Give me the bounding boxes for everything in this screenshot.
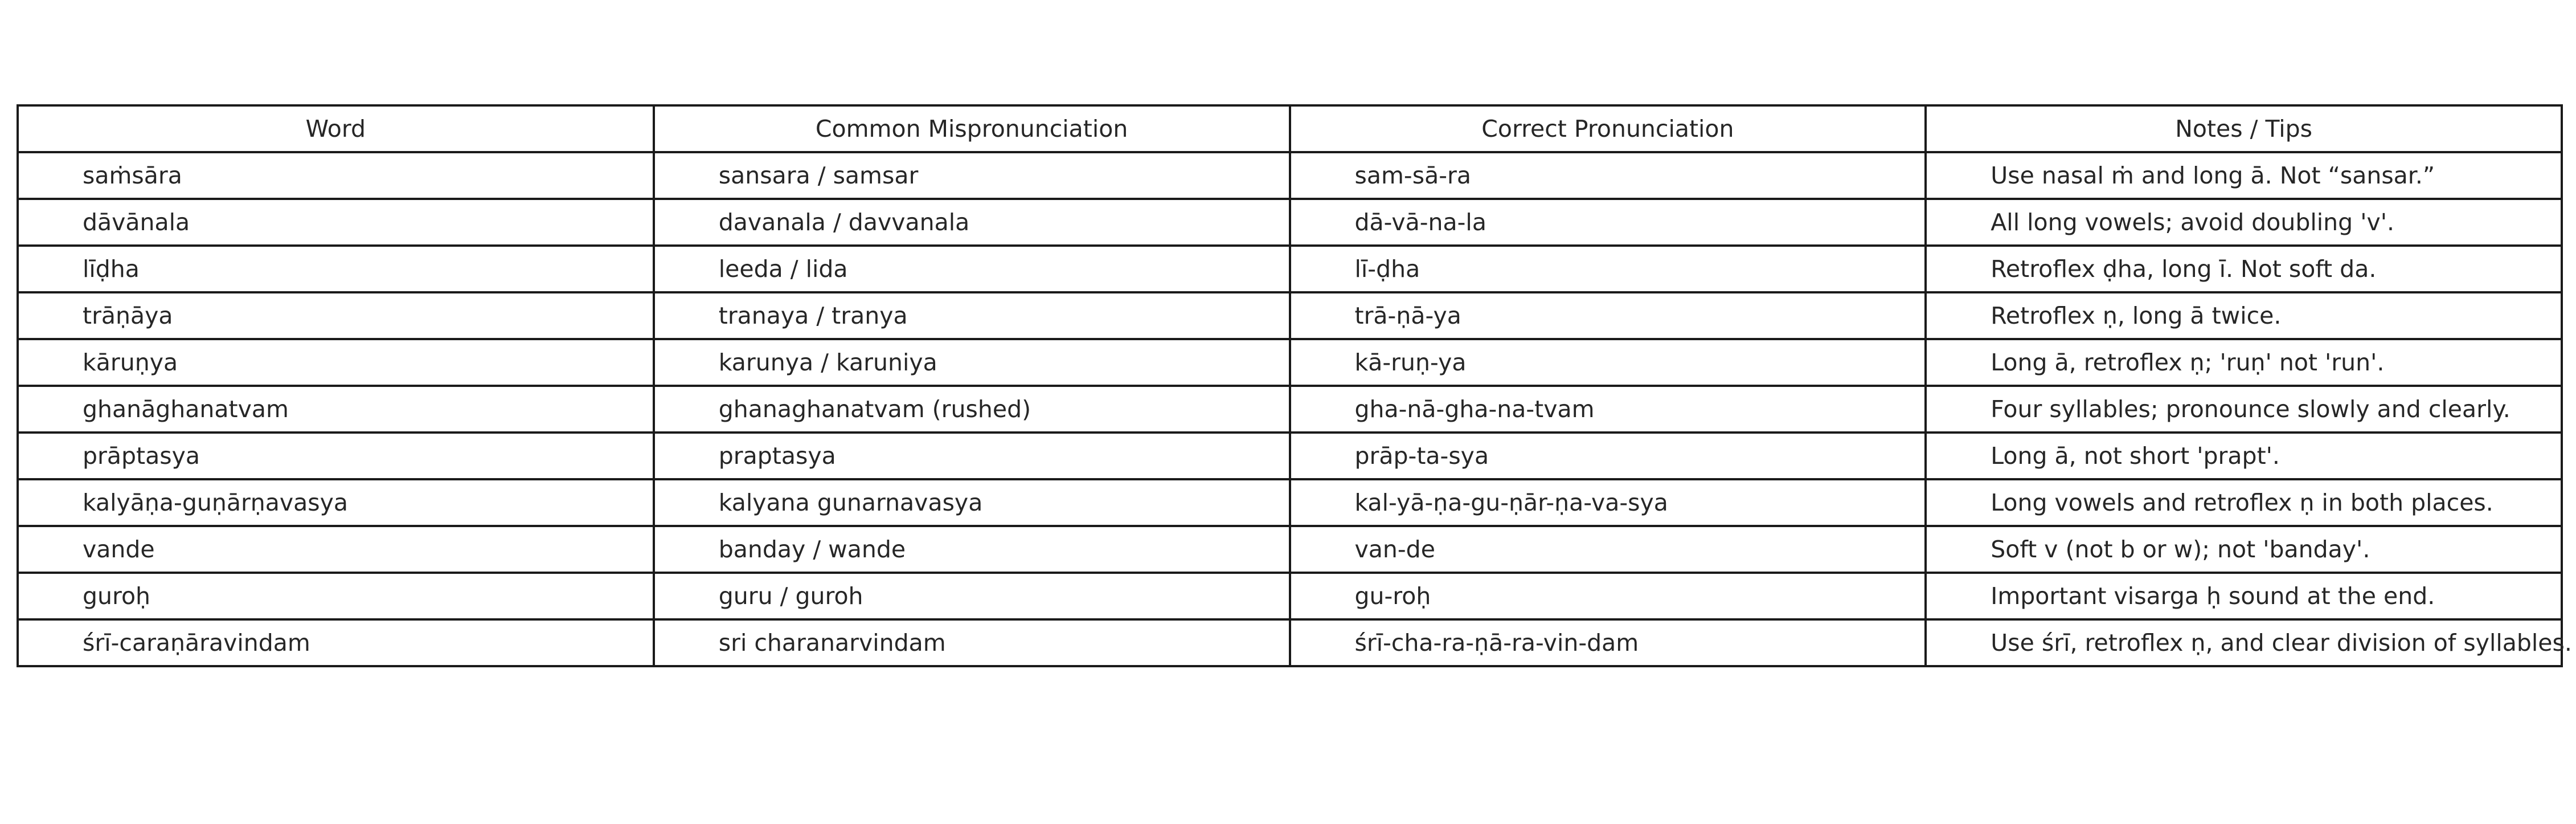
table-row: [18, 619, 2562, 666]
cell-correct-pronunciation: kā-ruṇ-ya: [1290, 339, 1926, 386]
cell-notes: Long ā, not short 'prapt'.: [1926, 433, 2562, 479]
table-row: [18, 246, 2562, 292]
header-word: Word: [18, 105, 654, 152]
cell-correct-pronunciation: dā-vā-na-la: [1290, 199, 1926, 246]
cell-notes: Retroflex ḍha, long ī. Not soft da.: [1926, 246, 2562, 292]
cell-mispronunciation: guru / guroh: [654, 573, 1290, 619]
header-notes-tips: Notes / Tips: [1926, 105, 2562, 152]
cell-mispronunciation: davanala / davvanala: [654, 199, 1290, 246]
table-row: [18, 199, 2562, 246]
cell-notes: Long vowels and retroflex ṇ in both places.: [1926, 479, 2562, 526]
cell-word: prāptasya: [18, 433, 654, 479]
table-row: [18, 386, 2562, 433]
cell-correct-pronunciation: prāp-ta-sya: [1290, 433, 1926, 479]
cell-notes: All long vowels; avoid doubling 'v'.: [1926, 199, 2562, 246]
cell-correct-pronunciation: trā-ṇā-ya: [1290, 292, 1926, 339]
cell-word: kāruṇya: [18, 339, 654, 386]
cell-correct-pronunciation: van-de: [1290, 526, 1926, 573]
cell-correct-pronunciation: lī-ḍha: [1290, 246, 1926, 292]
table-row: [18, 339, 2562, 386]
table-row: [18, 573, 2562, 619]
cell-word: ghanāghanatvam: [18, 386, 654, 433]
cell-mispronunciation: praptasya: [654, 433, 1290, 479]
cell-notes: Use śrī, retroflex ṇ, and clear division of syllables.: [1926, 619, 2562, 666]
header-common-mispronunciation: Common Mispronunciation: [654, 105, 1290, 152]
cell-notes: Four syllables; pronounce slowly and clearly.: [1926, 386, 2562, 433]
pronunciation-table: [17, 104, 2572, 667]
cell-correct-pronunciation: śrī-cha-ra-ṇā-ra-vin-dam: [1290, 619, 1926, 666]
cell-correct-pronunciation: gu-roḥ: [1290, 573, 1926, 619]
cell-notes: Important visarga ḥ sound at the end.: [1926, 573, 2562, 619]
cell-mispronunciation: sansara / samsar: [654, 152, 1290, 199]
cell-word: līḍha: [18, 246, 654, 292]
table-row: [18, 433, 2562, 479]
cell-word: śrī-caraṇāravindam: [18, 619, 654, 666]
cell-word: kalyāṇa-guṇārṇavasya: [18, 479, 654, 526]
cell-correct-pronunciation: gha-nā-gha-na-tvam: [1290, 386, 1926, 433]
table-row: [18, 292, 2562, 339]
cell-word: trāṇāya: [18, 292, 654, 339]
cell-mispronunciation: banday / wande: [654, 526, 1290, 573]
table-row: [18, 479, 2562, 526]
cell-correct-pronunciation: sam-sā-ra: [1290, 152, 1926, 199]
cell-mispronunciation: kalyana gunarnavasya: [654, 479, 1290, 526]
cell-notes: Use nasal ṁ and long ā. Not “sansar.”: [1926, 152, 2562, 199]
cell-word: guroḥ: [18, 573, 654, 619]
cell-mispronunciation: ghanaghanatvam (rushed): [654, 386, 1290, 433]
cell-notes: Soft v (not b or w); not 'banday'.: [1926, 526, 2562, 573]
cell-notes: Retroflex ṇ, long ā twice.: [1926, 292, 2562, 339]
table-row: [18, 152, 2562, 199]
cell-word: vande: [18, 526, 654, 573]
cell-mispronunciation: tranaya / tranya: [654, 292, 1290, 339]
cell-notes: Long ā, retroflex ṇ; 'ruṇ' not 'run'.: [1926, 339, 2562, 386]
cell-mispronunciation: karunya / karuniya: [654, 339, 1290, 386]
cell-word: saṁsāra: [18, 152, 654, 199]
table-header-row: [18, 105, 2562, 152]
table-row: [18, 526, 2562, 573]
cell-word: dāvānala: [18, 199, 654, 246]
cell-mispronunciation: leeda / lida: [654, 246, 1290, 292]
cell-mispronunciation: sri charanarvindam: [654, 619, 1290, 666]
header-correct-pronunciation: Correct Pronunciation: [1290, 105, 1926, 152]
cell-correct-pronunciation: kal-yā-ṇa-gu-ṇār-ṇa-va-sya: [1290, 479, 1926, 526]
